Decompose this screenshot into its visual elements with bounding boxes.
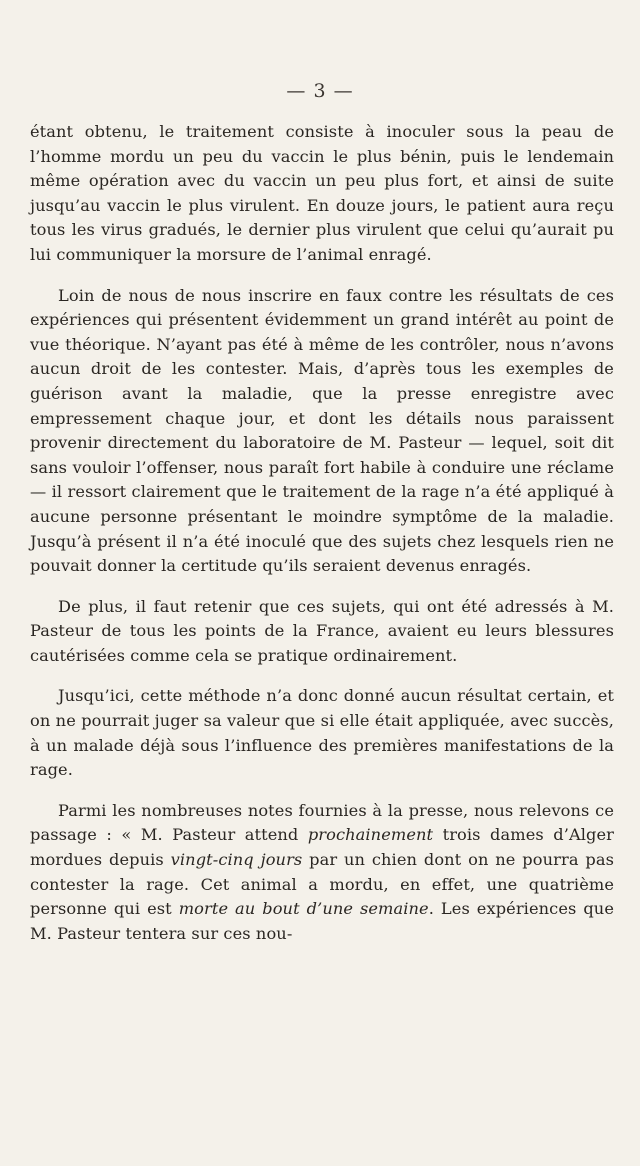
body-text	[30, 120, 614, 962]
paragraph-5	[30, 799, 614, 947]
paragraph-4: Jusqu’ici, cette méthode n’a donc donné aucun résultat certain, et on ne pourrait juger sa valeur que si elle était appliquée, avec succès, à un malade déjà sous l’influence des premières manifestations de la rage.	[30, 686, 614, 780]
paragraph-5-segment: . Les expériences que M. Pasteur tentera sur ces nou-	[30, 899, 614, 943]
paragraph-3: De plus, il faut retenir que ces sujets, qui ont été adressés à M. Pasteur de tous les points de la France, avaient eu leurs blessures cautérisées comme cela se pratique ordinairement.	[30, 596, 614, 665]
paragraph-5-segment: trois dames d’Alger mordues depuis	[30, 825, 614, 870]
paragraph-5-segment: par un chien dont on ne pourra pas contester la rage. Cet animal a mordu, en effet, une quatrième personne qui est	[30, 850, 614, 919]
paragraph-5-italic-segment: prochainement	[307, 825, 434, 845]
paragraph-5-segment: Parmi les nombreuses notes fournies à la presse, nous relevons ce passage : « M. Pasteur attend	[30, 800, 614, 845]
page-number: — 3 —	[286, 80, 354, 102]
paragraph-5-italic-segment: morte au bout d’une semaine	[178, 899, 429, 919]
paragraph-2: Loin de nous de nous inscrire en faux contre les résultats de ces expériences qui présentent évidemment un grand intérêt au point de vue théorique. N’ayant pas été à même de les contrôler, nous n’avons aucun droit de les contester. Mais, d’après tous les exemples de guérison avant la maladie, que la presse enregistre avec empressement chaque jour, et dont les détails nous paraissent provenir directement du laboratoire de M. Pasteur — lequel, soit dit sans vouloir l’offenser, nous paraît fort habile à conduire une réclame — il ressort clairement que le traitement de la rage n’a été appliqué à aucune personne présentant le moindre symptôme de la maladie. Jusqu’à présent il n’a été inoculé que des sujets chez lesquels rien ne pouvait donner la certitude qu’ils seraient devenus enragés.	[30, 285, 614, 576]
paragraph-1: étant obtenu, le traitement consiste à inoculer sous la peau de l’homme mordu un peu du vaccin le plus bénin, puis le lendemain même opération avec du vaccin un peu plus fort, et ainsi de suite jusqu’au vaccin le plus virulent. En douze jours, le patient aura reçu tous les virus gradués, le dernier plus virulent que celui qu’aurait pu lui communiquer la morsure de l’animal enragé.	[30, 122, 614, 264]
paragraph-5-italic-segment: vingt-cinq jours	[170, 850, 303, 870]
